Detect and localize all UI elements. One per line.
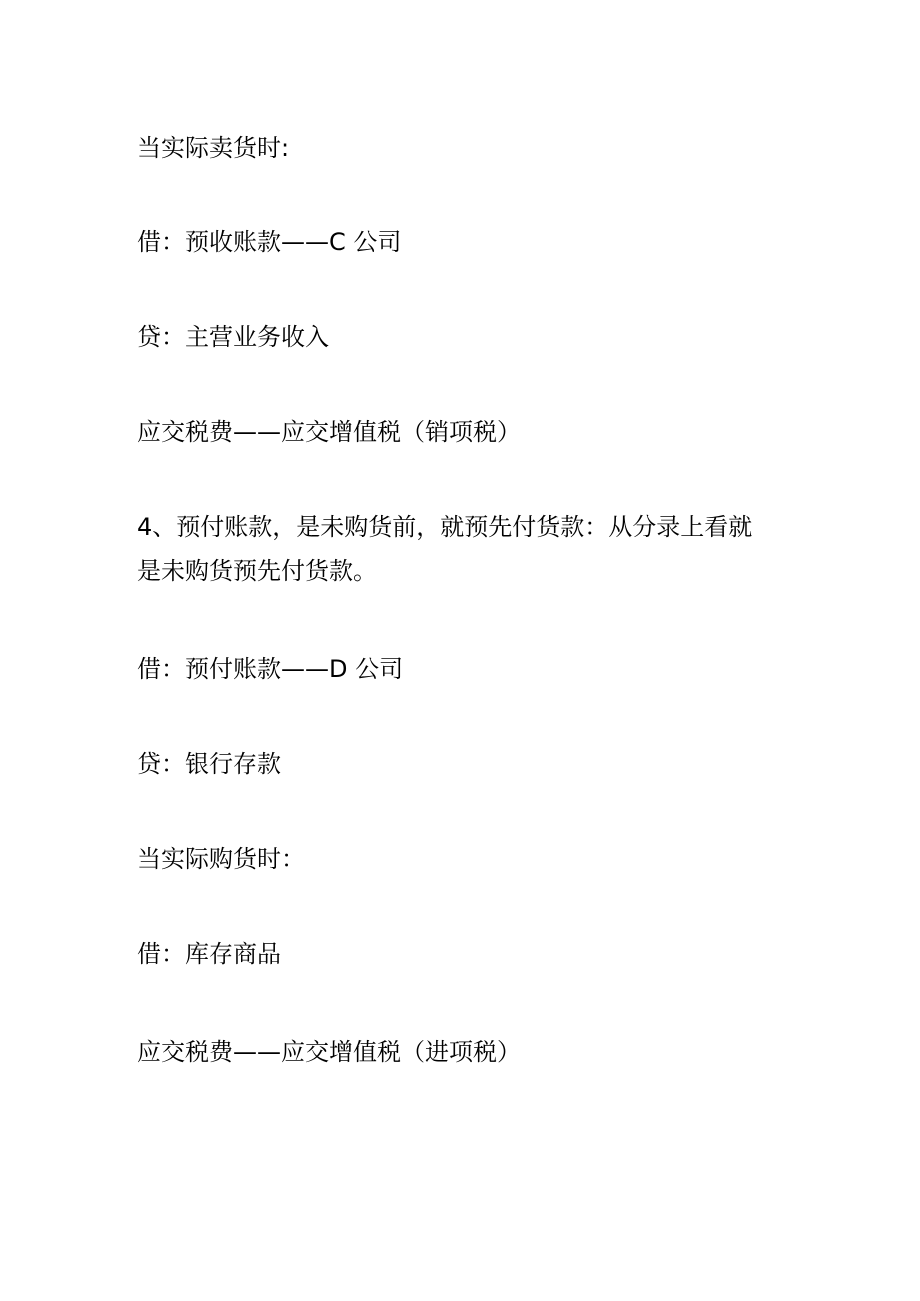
text-line-output-vat: 应交税费——应交增值税（销项税） bbox=[137, 418, 521, 446]
text-line-purchase-heading: 当实际购货时： bbox=[137, 845, 305, 873]
text-line-credit-bank-deposit: 贷：银行存款 bbox=[137, 750, 281, 778]
paragraph-prepayment-line-2: 是未购货预先付货款。 bbox=[137, 557, 377, 585]
paragraph-prepayment-line-1: 4、预付账款，是未购货前，就预先付货款：从分录上看就 bbox=[137, 513, 753, 541]
text-line-debit-advance-receipt: 借：预收账款——C 公司 bbox=[137, 228, 402, 256]
paragraph-prepayment bbox=[137, 505, 777, 593]
text-line-sale-heading: 当实际卖货时: bbox=[137, 134, 290, 162]
text-line-input-vat: 应交税费——应交增值税（进项税） bbox=[137, 1038, 521, 1066]
text-line-debit-inventory: 借：库存商品 bbox=[137, 940, 281, 968]
text-line-credit-main-revenue: 贷：主营业务收入 bbox=[137, 323, 329, 351]
text-line-debit-prepayment: 借：预付账款——D 公司 bbox=[137, 655, 404, 683]
